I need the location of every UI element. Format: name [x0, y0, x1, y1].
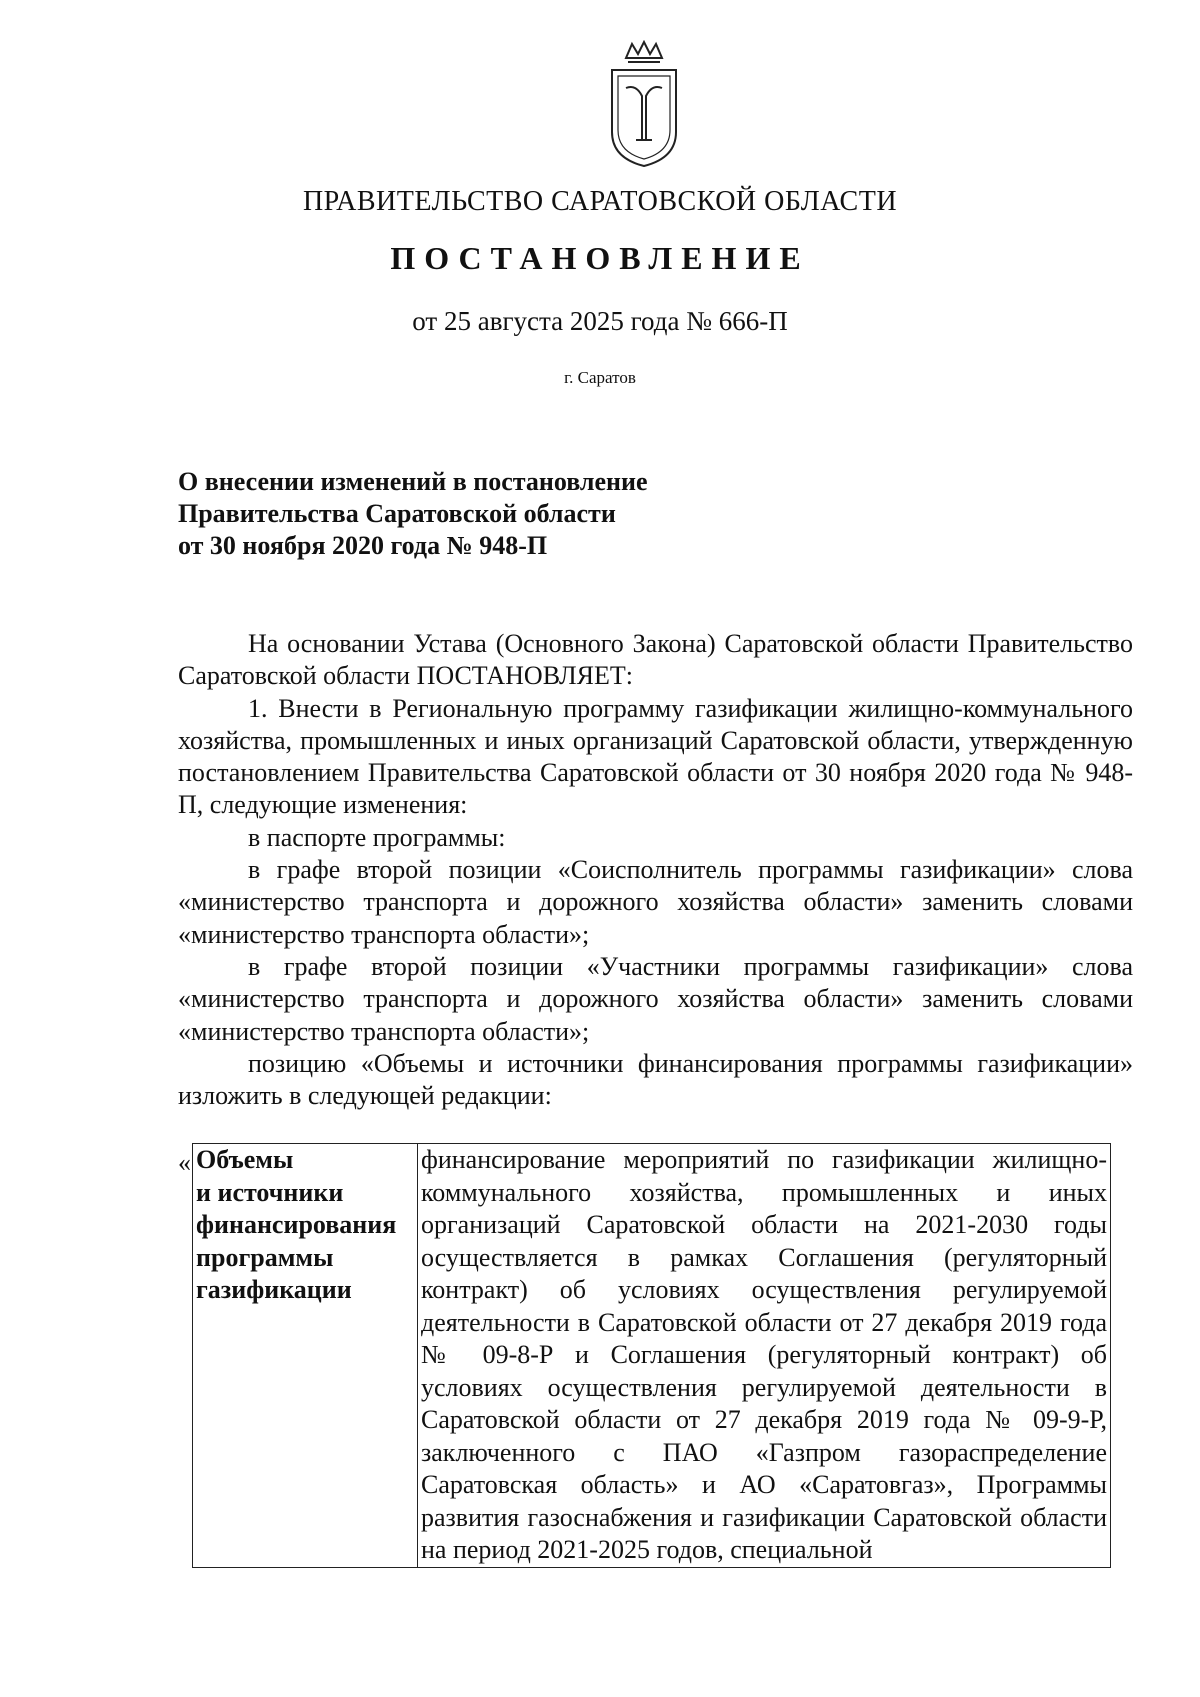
- document-city: г. Саратов: [564, 368, 636, 387]
- document-subject: [178, 466, 648, 562]
- body-paragraph: в графе второй позиции «Соисполнитель программы газификации» слова «министерство транспорта и дорожного хозяйства области» заменить словами «министерство транспорта области»;: [178, 855, 1133, 949]
- financing-value-cell: финансирование мероприятий по газификации жилищно-коммунального хозяйства, промышленных и иных организаций Саратовской области на 2021-2030 годы осуществляется в рамках Соглашения (регуляторный контракт) об условиях осуществления регулируемой деятельности в Саратовской области от 27 декабря 2019 года № 09-8-Р и Соглашения (регуляторный контракт) об условиях осуществления регулируемой деятельности в Саратовской области от 27 декабря 2019 года № 09-9-Р, заключенного с ПАО «Газпром газораспределение Саратовская область» и АО «Саратовгаз», Программы развития газоснабжения и газификации Саратовской области на период 2021-2025 годов, специальной: [418, 1144, 1111, 1568]
- label-line: программы: [196, 1242, 334, 1272]
- label-line: финансирования: [196, 1210, 397, 1239]
- label-line: и источники: [196, 1177, 344, 1207]
- body-paragraph: в графе второй позиции «Участники программы газификации» слова «министерство транспорта и дорожного хозяйства области» заменить словами «министерство транспорта области»;: [178, 951, 1133, 1046]
- subject-line: от 30 ноября 2020 года № 948-П: [178, 531, 548, 560]
- label-line: Объемы: [196, 1145, 294, 1174]
- document-body: [178, 628, 1133, 1112]
- document-type-title: ПОСТАНОВЛЕНИЕ: [390, 240, 810, 276]
- coat-of-arms-emblem: [596, 40, 692, 170]
- label-line: газификации: [196, 1275, 352, 1304]
- government-name: ПРАВИТЕЛЬСТВО САРАТОВСКОЙ ОБЛАСТИ: [302, 186, 898, 217]
- document-date-number: от 25 августа 2025 года № 666-П: [412, 306, 788, 336]
- financing-label-cell: [193, 1144, 418, 1568]
- body-paragraph: 1. Внести в Региональную программу газификации жилищно-коммунального хозяйства, промышленных и иных организаций Саратовской области, утвержденную постановлением Правительства Саратовской области от 30 ноября 2020 года № 948-П, следующие изменения:: [178, 693, 1133, 820]
- opening-quote: «: [178, 1148, 191, 1177]
- subject-line: О внесении изменений в постановление: [178, 467, 648, 496]
- table-row: [193, 1144, 1111, 1568]
- body-paragraph: позицию «Объемы и источники финансирования программы газификации» изложить в следующей редакции:: [178, 1048, 1133, 1111]
- subject-line: Правительства Саратовской области: [178, 499, 616, 528]
- body-paragraph: На основании Устава (Основного Закона) Саратовской области Правительство Саратовской области ПОСТАНОВЛЯЕТ:: [178, 629, 1133, 691]
- body-paragraph: в паспорте программы:: [248, 822, 506, 852]
- financing-table: [192, 1143, 1111, 1568]
